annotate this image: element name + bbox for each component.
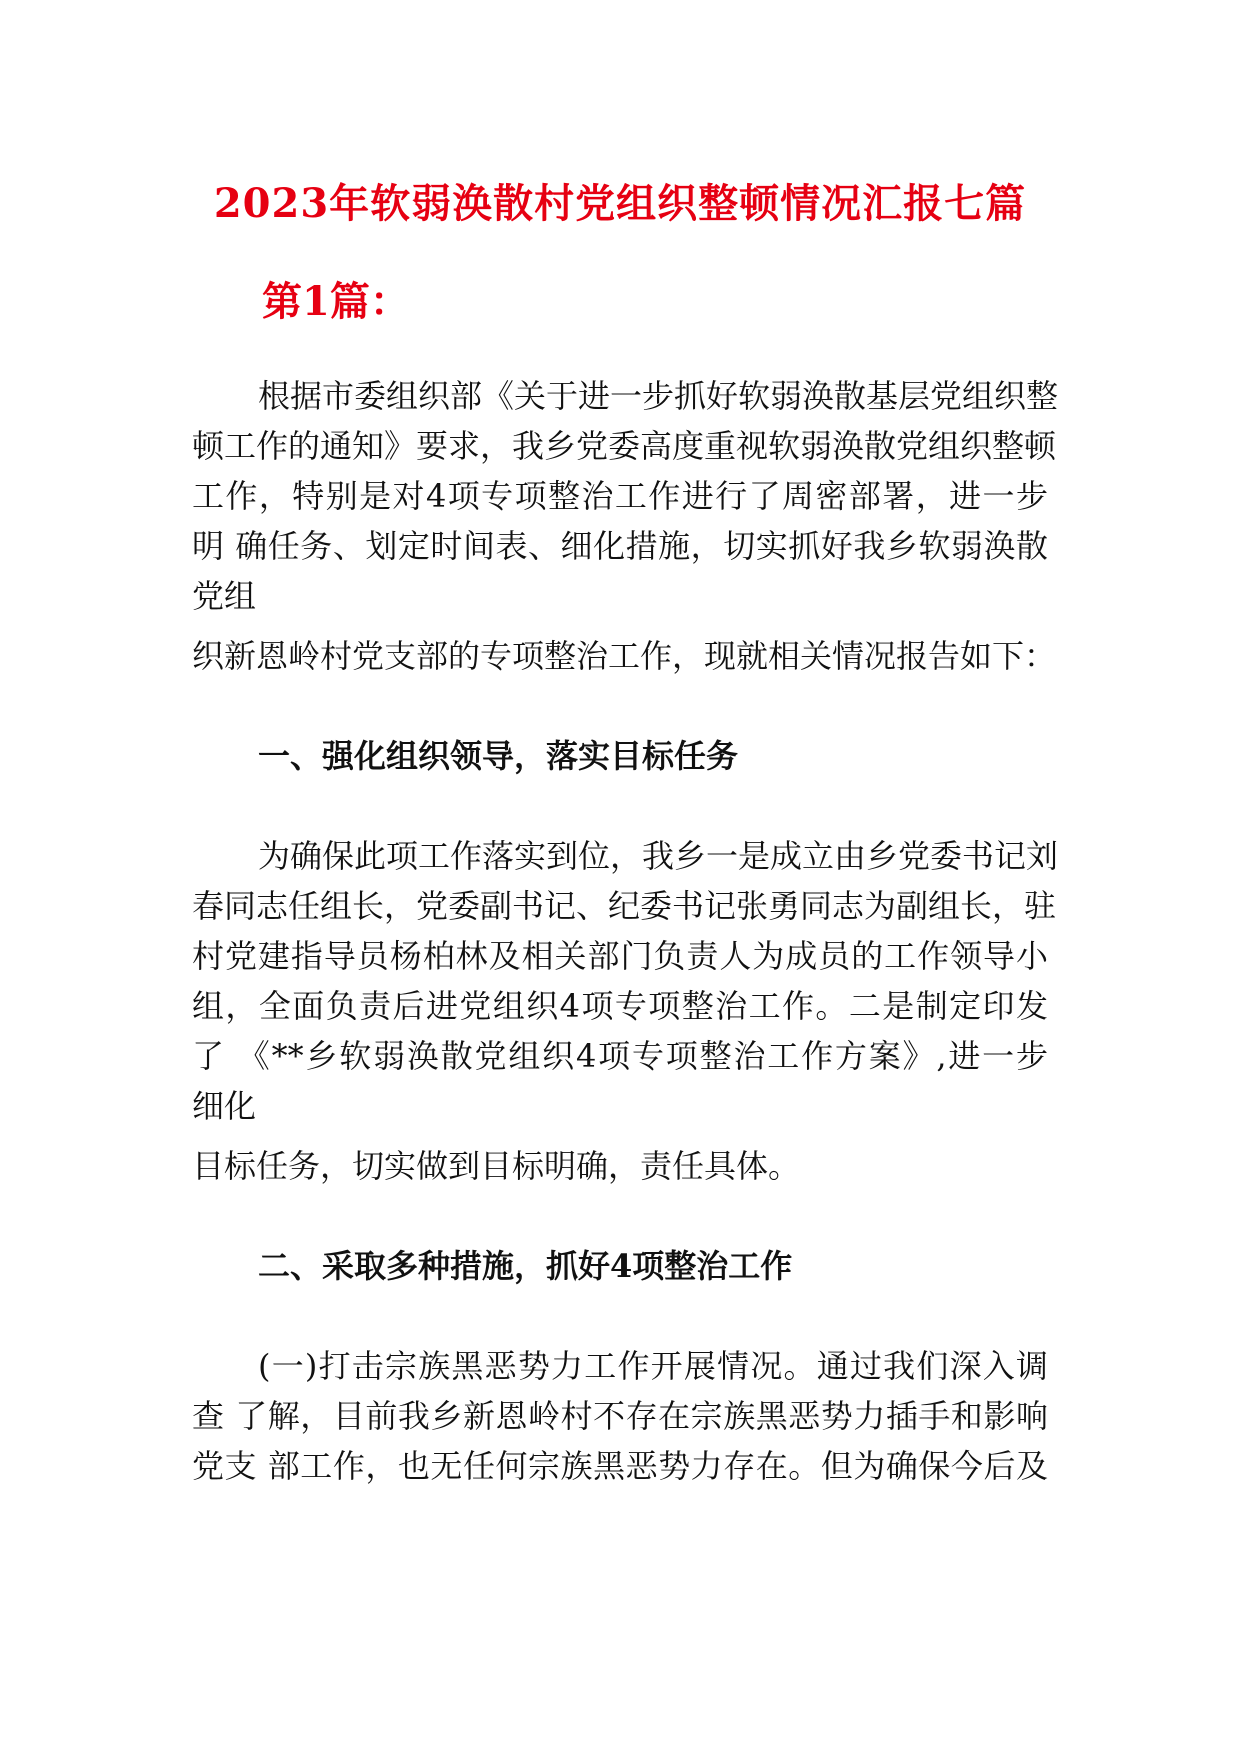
- paragraph-line: 党组: [192, 577, 257, 615]
- paragraph-line: 明 确任务、划定时间表、细化措施，切实抓好我乡软弱涣散: [192, 527, 1048, 565]
- paragraph-line: (一)打击宗族黑恶势力工作开展情况。通过我们深入调: [258, 1347, 1048, 1385]
- paragraph-line: 春同志任组长，党委副书记、纪委书记张勇同志为副组长，驻: [192, 887, 1057, 925]
- paragraph-line: 村党建指导员杨柏林及相关部门负责人为成员的工作领导小: [192, 937, 1048, 975]
- paragraph-line: 细化: [192, 1087, 257, 1125]
- paragraph-line: 为确保此项工作落实到位，我乡一是成立由乡党委书记刘: [258, 837, 1059, 875]
- part-label: 第1篇：: [262, 278, 410, 325]
- paragraph-line: 目标任务，切实做到目标明确，责任具体。: [192, 1147, 801, 1185]
- paragraph-line: 织新恩岭村党支部的专项整治工作，现就相关情况报告如下：: [192, 637, 1057, 675]
- section-heading-1: 一、强化组织领导，落实目标任务: [258, 737, 739, 775]
- paragraph-line: 党支 部工作，也无任何宗族黑恶势力存在。但为确保今后及: [192, 1447, 1048, 1485]
- paragraph-line: 根据市委组织部《关于进一步抓好软弱涣散基层党组织整: [258, 377, 1059, 415]
- paragraph-line: 工作，特别是对4项专项整治工作进行了周密部署，进一步: [192, 477, 1048, 515]
- paragraph-line: 查 了解，目前我乡新恩岭村不存在宗族黑恶势力插手和影响: [192, 1397, 1048, 1435]
- paragraph-line: 了 《**乡软弱涣散党组织4项专项整治工作方案》,进一步: [192, 1037, 1048, 1075]
- document-title: 2023年软弱涣散村党组织整顿情况汇报七篇: [213, 180, 1027, 227]
- paragraph-line: 组，全面负责后进党组织4项专项整治工作。二是制定印发: [192, 987, 1048, 1025]
- section-heading-2: 二、采取多种措施，抓好4项整治工作: [258, 1247, 793, 1285]
- paragraph-line: 顿工作的通知》要求，我乡党委高度重视软弱涣散党组织整顿: [192, 427, 1057, 465]
